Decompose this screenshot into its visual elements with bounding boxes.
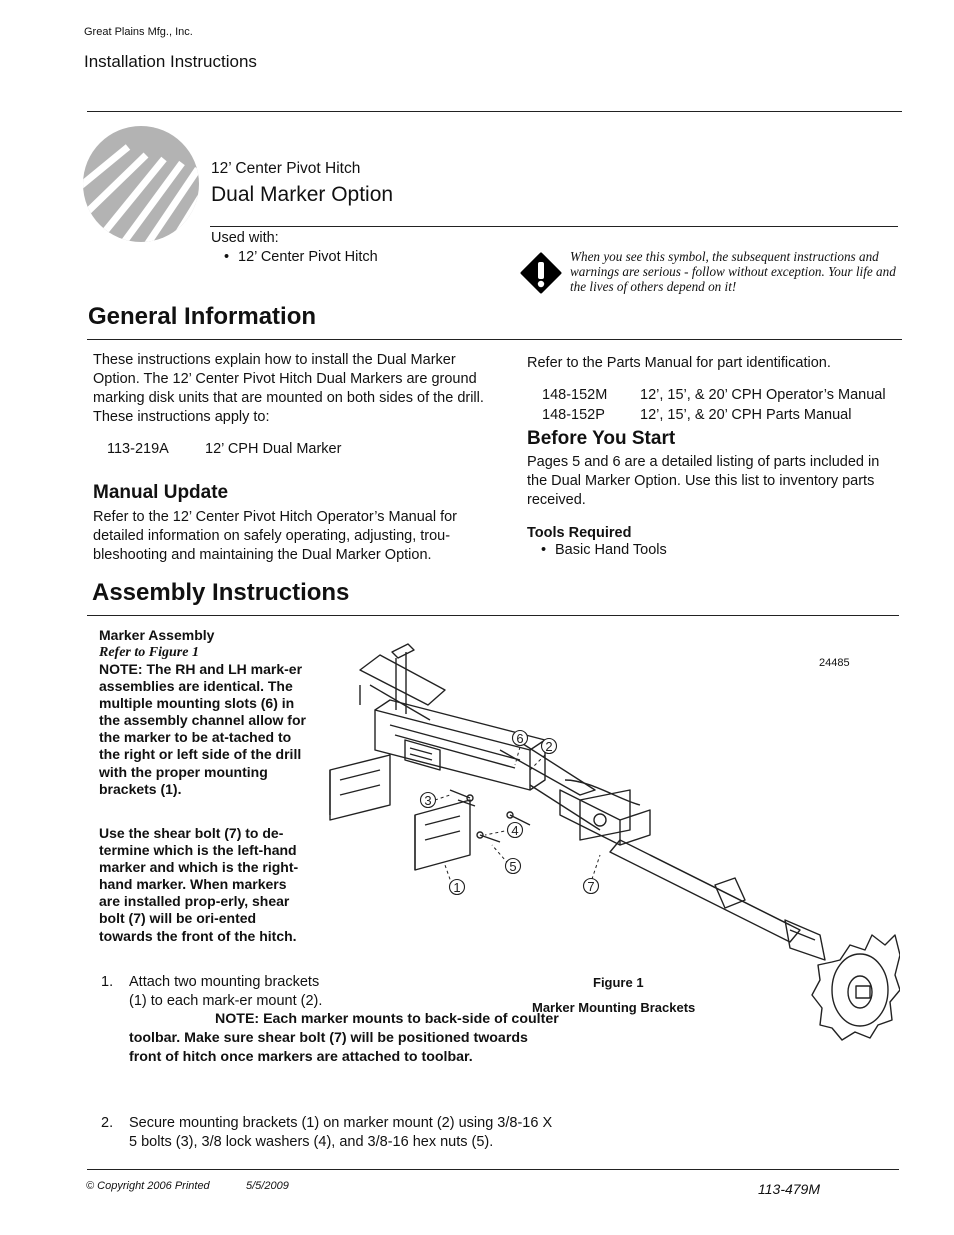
company-name: Great Plains Mfg., Inc.	[84, 26, 193, 38]
refer-figure: Refer to Figure 1	[99, 645, 199, 660]
general-divider	[87, 339, 902, 340]
svg-text:7: 7	[587, 879, 595, 894]
callout-2	[542, 739, 557, 755]
applies-part: 113-219A	[107, 441, 169, 457]
assembly-heading: Assembly Instructions	[92, 579, 350, 606]
footer-divider	[87, 1169, 899, 1170]
step-2-number: 2.	[101, 1115, 114, 1131]
callout-3	[421, 793, 436, 809]
tools-heading: Tools Required	[527, 525, 632, 541]
assembly-divider	[87, 615, 899, 616]
note-identical: NOTE: The RH and LH mark-er assemblies are identical. The multiple mounting slots (6) in the assembly channel allow for the marker to be at-tached to the right or left side of the drill with the proper mounting brackets (1).	[99, 661, 306, 797]
callout-7	[584, 879, 599, 895]
manual-update-heading: Manual Update	[93, 482, 229, 503]
footer-date: 5/5/2009	[246, 1180, 289, 1192]
company-logo	[82, 125, 200, 243]
applies-desc: 12’ CPH Dual Marker	[205, 441, 342, 457]
manual-update-text: Refer to the 12’ Center Pivot Hitch Operator’s Manual for detailed information on safely operating, adjusting, trou-bleshooting and maintaining the Dual Marker Option.	[93, 509, 458, 563]
before-heading: Before You Start	[527, 428, 676, 449]
svg-text:3: 3	[424, 793, 432, 808]
before-text: Pages 5 and 6 are a detailed listing of parts included in the Dual Marker Option. Use this list to inventory parts received.	[527, 454, 880, 508]
footer-copyright: © Copyright 2006 Printed	[86, 1180, 210, 1192]
footer-doc-number: 113-479M	[758, 1181, 821, 1197]
svg-text:2: 2	[545, 739, 553, 754]
figure-id: 24485	[819, 657, 850, 669]
callout-1	[450, 880, 465, 896]
doc-type: Installation Instructions	[84, 52, 257, 71]
callout-5	[506, 859, 521, 875]
manual-part-1: 148-152M	[542, 387, 608, 403]
figure-caption: Marker Mounting Brackets	[532, 1000, 696, 1015]
manual-part-2: 148-152P	[542, 407, 605, 423]
general-intro: These instructions explain how to install the Dual Marker Option. The 12’ Center Pivot Hitch Dual Markers are ground marking disk units that are mounted on both sides of the drill. These instructions apply to:	[93, 352, 484, 425]
step-1-note: NOTE: Each marker mounts to back-side of coulter toolbar. Make sure shear bolt (7) will be positioned twoards front of hitch once markers are attached to toolbar.	[129, 1011, 559, 1065]
svg-text:4: 4	[511, 823, 519, 838]
warning-icon	[520, 252, 562, 294]
step-2-text: Secure mounting brackets (1) on marker mount (2) using 3/8-16 X 5 bolts (3), 3/8 lock washers (4), and 3/8-16 hex nuts (5).	[129, 1115, 553, 1150]
marker-assembly-heading: Marker Assembly	[99, 627, 215, 643]
warning-note: When you see this symbol, the subsequent instructions and warnings are serious - follow without exception. Your life and the lives of others depend on it!	[570, 249, 896, 294]
used-with-item: • 12’ Center Pivot Hitch	[224, 248, 378, 267]
manual-desc-1: 12’, 15’, & 20’ CPH Operator’s Manual	[640, 387, 886, 403]
general-heading: General Information	[88, 303, 317, 330]
title-subtitle: 12’ Center Pivot Hitch	[211, 160, 361, 177]
svg-text:6: 6	[516, 731, 524, 746]
manual-desc-2: 12’, 15’, & 20’ CPH Parts Manual	[640, 407, 852, 423]
step-1-number: 1.	[101, 974, 114, 990]
header-divider	[87, 111, 902, 112]
note-shear-bolt: Use the shear bolt (7) to de-termine which is the left-hand marker and which is the right-hand marker. When markers are installed prop-erly, shear bolt (7) will be ori-ented towards the front of the hitch.	[99, 825, 299, 944]
used-with-label: Used with:	[211, 230, 279, 246]
title-divider	[210, 226, 898, 227]
title-main: Dual Marker Option	[211, 183, 394, 206]
figure-number: Figure 1	[593, 975, 644, 990]
callout-6	[513, 731, 528, 747]
svg-text:5: 5	[509, 859, 517, 874]
tools-item: • Basic Hand Tools	[541, 541, 667, 560]
step-1-text: Attach two mounting brackets (1) to each mark-er mount (2).	[129, 974, 323, 1009]
svg-text:1: 1	[453, 880, 461, 895]
parts-ref: Refer to the Parts Manual for part identification.	[527, 355, 831, 371]
callout-4	[508, 823, 523, 839]
